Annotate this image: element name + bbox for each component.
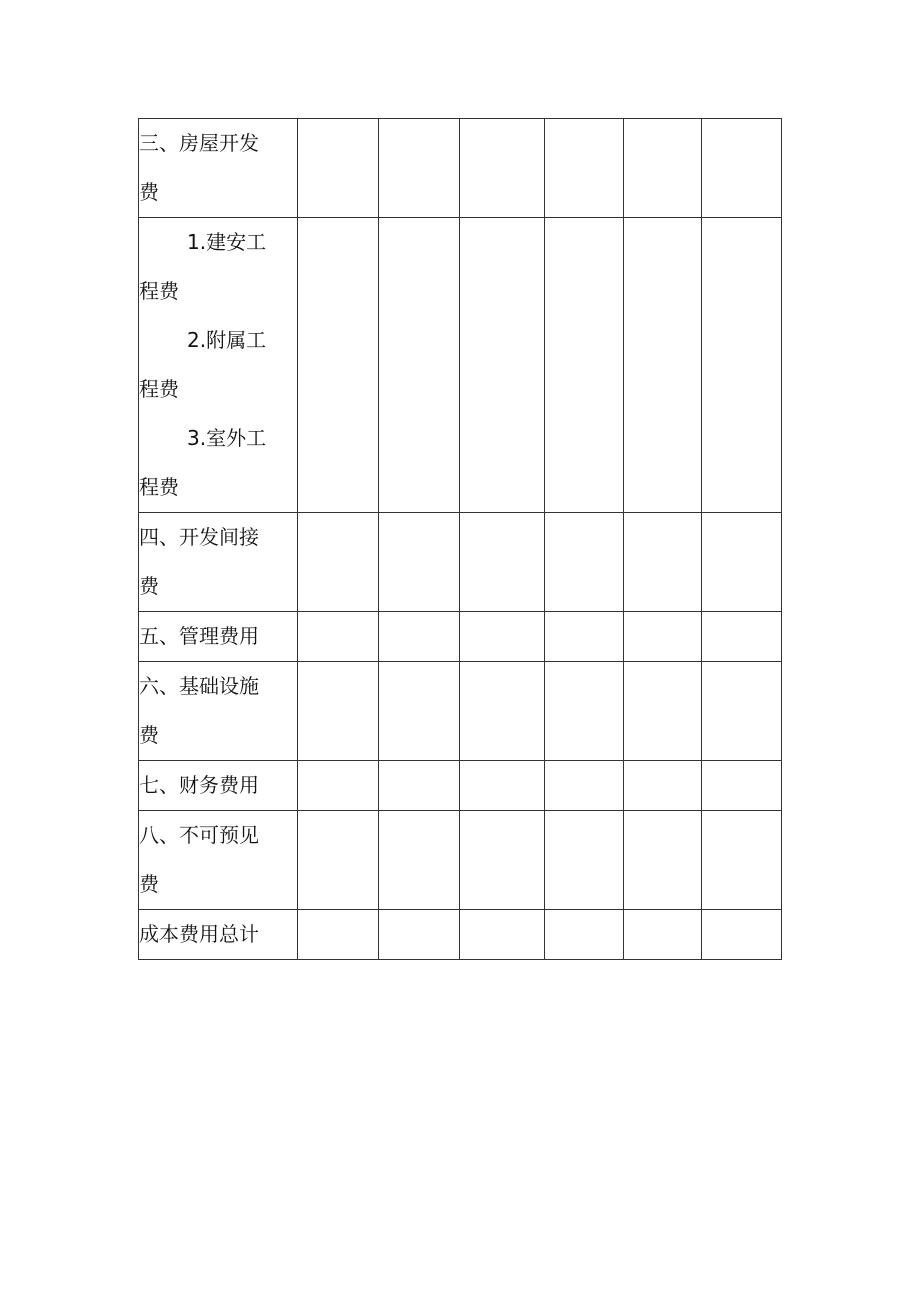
row-label-line: 程费 bbox=[139, 475, 179, 499]
row-label-line: 六、基础设施 bbox=[139, 674, 259, 698]
row-label-line: 八、不可预见 bbox=[139, 823, 259, 847]
table-row bbox=[139, 513, 782, 612]
row-label-cell bbox=[139, 119, 298, 218]
value-cell bbox=[379, 662, 460, 761]
row-label-line: 1.建安工 bbox=[187, 230, 267, 254]
value-cell bbox=[545, 761, 624, 811]
value-cell bbox=[702, 811, 782, 910]
value-cell bbox=[379, 513, 460, 612]
value-cell bbox=[460, 811, 545, 910]
value-cell bbox=[460, 218, 545, 513]
row-label-cell bbox=[139, 513, 298, 612]
row-label-line: 3.室外工 bbox=[187, 426, 267, 450]
value-cell bbox=[545, 910, 624, 960]
value-cell bbox=[545, 612, 624, 662]
row-label-line: 2.附属工 bbox=[187, 328, 267, 352]
table-row bbox=[139, 218, 782, 513]
row-label-line: 七、财务费用 bbox=[139, 773, 259, 797]
row-label-line: 费 bbox=[139, 872, 159, 896]
value-cell bbox=[379, 910, 460, 960]
value-cell bbox=[460, 119, 545, 218]
row-label-line: 程费 bbox=[139, 279, 179, 303]
value-cell bbox=[545, 218, 624, 513]
value-cell bbox=[624, 811, 702, 910]
row-label-line: 三、房屋开发 bbox=[139, 131, 259, 155]
value-cell bbox=[702, 662, 782, 761]
table-row bbox=[139, 662, 782, 761]
value-cell bbox=[298, 218, 379, 513]
value-cell bbox=[460, 612, 545, 662]
row-label-cell bbox=[139, 612, 298, 662]
value-cell bbox=[545, 811, 624, 910]
value-cell bbox=[702, 910, 782, 960]
value-cell bbox=[545, 513, 624, 612]
value-cell bbox=[298, 910, 379, 960]
row-label-line: 五、管理费用 bbox=[139, 624, 259, 648]
value-cell bbox=[702, 612, 782, 662]
value-cell bbox=[702, 761, 782, 811]
row-label-cell bbox=[139, 910, 298, 960]
row-label-cell bbox=[139, 761, 298, 811]
value-cell bbox=[624, 662, 702, 761]
value-cell bbox=[624, 218, 702, 513]
value-cell bbox=[545, 662, 624, 761]
value-cell bbox=[298, 513, 379, 612]
table-row bbox=[139, 612, 782, 662]
table-row bbox=[139, 119, 782, 218]
row-label-line: 成本费用总计 bbox=[139, 922, 259, 946]
table-body bbox=[139, 119, 782, 960]
value-cell bbox=[298, 761, 379, 811]
value-cell bbox=[298, 662, 379, 761]
value-cell bbox=[702, 218, 782, 513]
table-row bbox=[139, 811, 782, 910]
value-cell bbox=[624, 119, 702, 218]
value-cell bbox=[624, 513, 702, 612]
row-label-cell bbox=[139, 218, 298, 513]
row-label-line: 费 bbox=[139, 180, 159, 204]
row-label-cell bbox=[139, 811, 298, 910]
value-cell bbox=[379, 119, 460, 218]
value-cell bbox=[460, 513, 545, 612]
value-cell bbox=[460, 761, 545, 811]
row-label-line: 程费 bbox=[139, 377, 179, 401]
row-label-line: 四、开发间接 bbox=[139, 525, 259, 549]
value-cell bbox=[379, 811, 460, 910]
row-label-cell bbox=[139, 662, 298, 761]
table-row bbox=[139, 761, 782, 811]
value-cell bbox=[460, 662, 545, 761]
value-cell bbox=[460, 910, 545, 960]
value-cell bbox=[379, 761, 460, 811]
value-cell bbox=[298, 811, 379, 910]
table-row bbox=[139, 910, 782, 960]
value-cell bbox=[298, 119, 379, 218]
value-cell bbox=[624, 612, 702, 662]
value-cell bbox=[624, 910, 702, 960]
value-cell bbox=[624, 761, 702, 811]
value-cell bbox=[379, 218, 460, 513]
value-cell bbox=[545, 119, 624, 218]
row-label-line: 费 bbox=[139, 723, 159, 747]
value-cell bbox=[702, 119, 782, 218]
value-cell bbox=[702, 513, 782, 612]
value-cell bbox=[298, 612, 379, 662]
row-label-line: 费 bbox=[139, 574, 159, 598]
cost-table bbox=[138, 118, 782, 960]
value-cell bbox=[379, 612, 460, 662]
